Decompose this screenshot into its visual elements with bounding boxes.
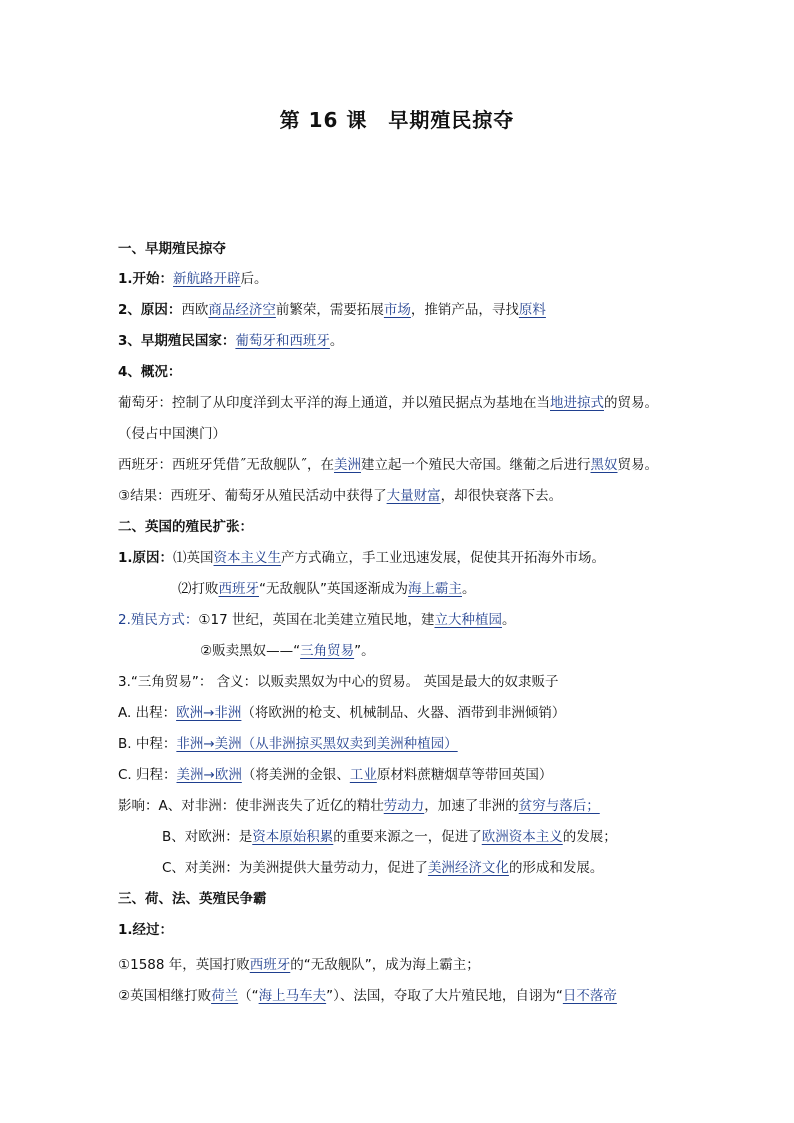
line-empire (118, 986, 714, 1006)
text: 的形成和发展。 (508, 860, 604, 876)
underlined-term: 市场 (383, 302, 411, 318)
line-colonial-method-2 (200, 641, 714, 661)
underlined-term: 资本主义生 (213, 550, 282, 566)
line-triangle-trade: 3.“三角贸易”： 含义：以贩卖黑奴为中心的贸易。 英国是最大的奴隶贩子 (118, 674, 559, 690)
line-colonial-method-1 (118, 610, 714, 630)
section-heading-1: 一、早期殖民掠夺 (118, 241, 226, 257)
line-start (118, 269, 714, 289)
underlined-term: 美洲经济文化 (427, 860, 509, 876)
underlined-term: 西班牙 (249, 957, 291, 973)
underlined-term: 非洲→美洲（从非洲掠买黑奴卖到美洲种植园） (176, 736, 458, 752)
page-title: 第 16 课 早期殖民掠夺 (279, 108, 515, 132)
text: ①1588 年，英国打败 (118, 957, 250, 973)
underlined-term: 三角贸易 (300, 643, 355, 659)
underlined-term: 立大种植园 (434, 612, 502, 628)
text: 的贸易。 (604, 395, 658, 411)
text: 的重要来源之一，促进了 (333, 829, 482, 845)
text: ⑵打败 (178, 581, 219, 597)
underlined-term: 荷兰 (211, 988, 239, 1004)
text: （将欧洲的枪支、机械制品、火器、酒带到非洲倾销） (241, 705, 566, 721)
underlined-term: 海上马车夫 (258, 988, 327, 1004)
text: ②英国相继打败 (118, 988, 212, 1004)
text: 的“无敌舰队”，成为海上霸主； (290, 957, 480, 973)
line-britain-cause-1 (118, 548, 714, 568)
line-portugal (118, 393, 714, 413)
line-impact-europe (162, 827, 714, 847)
text: ③结果：西班牙、葡萄牙从殖民活动中获得了 (118, 488, 387, 504)
line-overview-label: 4、概况： (118, 364, 182, 380)
text: 后。 (240, 271, 268, 287)
line-label: 1.开始： (118, 271, 174, 287)
text: ⑴英国 (173, 550, 214, 566)
text: ”）、法国，夺取了大片殖民地，自诩为“ (326, 988, 563, 1004)
underlined-term: 欧洲→非洲 (176, 705, 242, 721)
text: 葡萄牙：控制了从印度洋到太平洋的海上通道，并以殖民据点为基地在当 (118, 395, 550, 411)
underlined-term: 黑奴 (590, 457, 618, 473)
text: 西欧 (181, 302, 209, 318)
line-label: 2、原因： (118, 302, 182, 318)
underlined-term: 美洲→欧洲 (176, 767, 242, 783)
text: ”。 (354, 643, 375, 659)
underlined-term: 贫穷与落后； (518, 798, 600, 814)
line-britain-cause-2 (178, 579, 714, 599)
text: 影响：A、对非洲：使非洲丧失了近亿的精壮 (118, 798, 384, 814)
underlined-term: 劳动力 (383, 798, 425, 814)
line-process-label: 1.经过： (118, 922, 174, 938)
underlined-term: 西班牙 (218, 581, 259, 597)
underlined-term: 商品经济空 (208, 302, 276, 318)
text: B、对欧洲：是 (162, 829, 253, 845)
text: 的发展； (562, 829, 617, 845)
line-impact-america (162, 858, 714, 878)
line-cause (118, 300, 714, 320)
text: ①17 世纪，英国在北美建立殖民地，建 (198, 612, 435, 628)
text: 建立起一个殖民大帝国。继葡之后进行 (361, 457, 591, 473)
underlined-term: 新航路开辟 (173, 271, 241, 287)
underlined-term: 欧洲资本主义 (481, 829, 563, 845)
text: 。 (501, 612, 516, 628)
line-outbound (118, 703, 714, 723)
text: 原材料蔗糖烟草等带回英国） (376, 767, 553, 783)
line-label: 1.原因： (118, 550, 174, 566)
underlined-term: 工业 (349, 767, 377, 783)
underlined-term: 原料 (518, 302, 546, 318)
text: C. 归程： (118, 767, 177, 783)
text: 贸易。 (617, 457, 658, 473)
underlined-term: 美洲 (334, 457, 361, 473)
text: （将美洲的金银、 (241, 767, 350, 783)
text: B. 中程： (118, 736, 177, 752)
text: A. 出程： (118, 705, 177, 721)
text: ，加速了非洲的 (424, 798, 519, 814)
line-label: 3、早期殖民国家： (118, 333, 236, 349)
line-middle-passage (118, 734, 714, 754)
section-heading-3: 三、荷、法、英殖民争霸 (118, 891, 267, 907)
underlined-term: 日不落帝 (562, 988, 617, 1004)
text: 产方式确立，手工业迅速发展，促使其开拓海外市场。 (281, 550, 606, 566)
text: 前繁荣，需要拓展 (275, 302, 384, 318)
text: 。 (462, 581, 476, 597)
underlined-term: 地进掠式 (550, 395, 604, 411)
line-impact-africa (118, 796, 714, 816)
underlined-term: 葡萄牙和西班牙 (235, 333, 330, 349)
line-spain (118, 455, 714, 475)
section-heading-2: 二、英国的殖民扩张： (118, 519, 253, 535)
text: C、对美洲：为美洲提供大量劳动力，促进了 (162, 860, 428, 876)
line-label: 2.殖民方式： (118, 612, 199, 628)
line-result (118, 486, 714, 506)
text: 西班牙：西班牙凭借˝无敌舰队˝，在 (118, 457, 334, 473)
underlined-term: 海上霸主 (408, 581, 462, 597)
line-1588 (118, 955, 714, 975)
underlined-term: 资本原始积累 (252, 829, 334, 845)
text: （“ (238, 988, 259, 1004)
line-return (118, 765, 714, 785)
text: 。 (329, 333, 344, 349)
underlined-term: 大量财富 (386, 488, 441, 504)
text: “无敌舰队”英国逐渐成为 (259, 581, 408, 597)
line-countries (118, 331, 714, 351)
text: ，推销产品，寻找 (410, 302, 519, 318)
text: ，却很快衰落下去。 (440, 488, 563, 504)
text: ②贩卖黑奴——“ (200, 643, 301, 659)
line-macau: （侵占中国澳门） (118, 426, 226, 442)
